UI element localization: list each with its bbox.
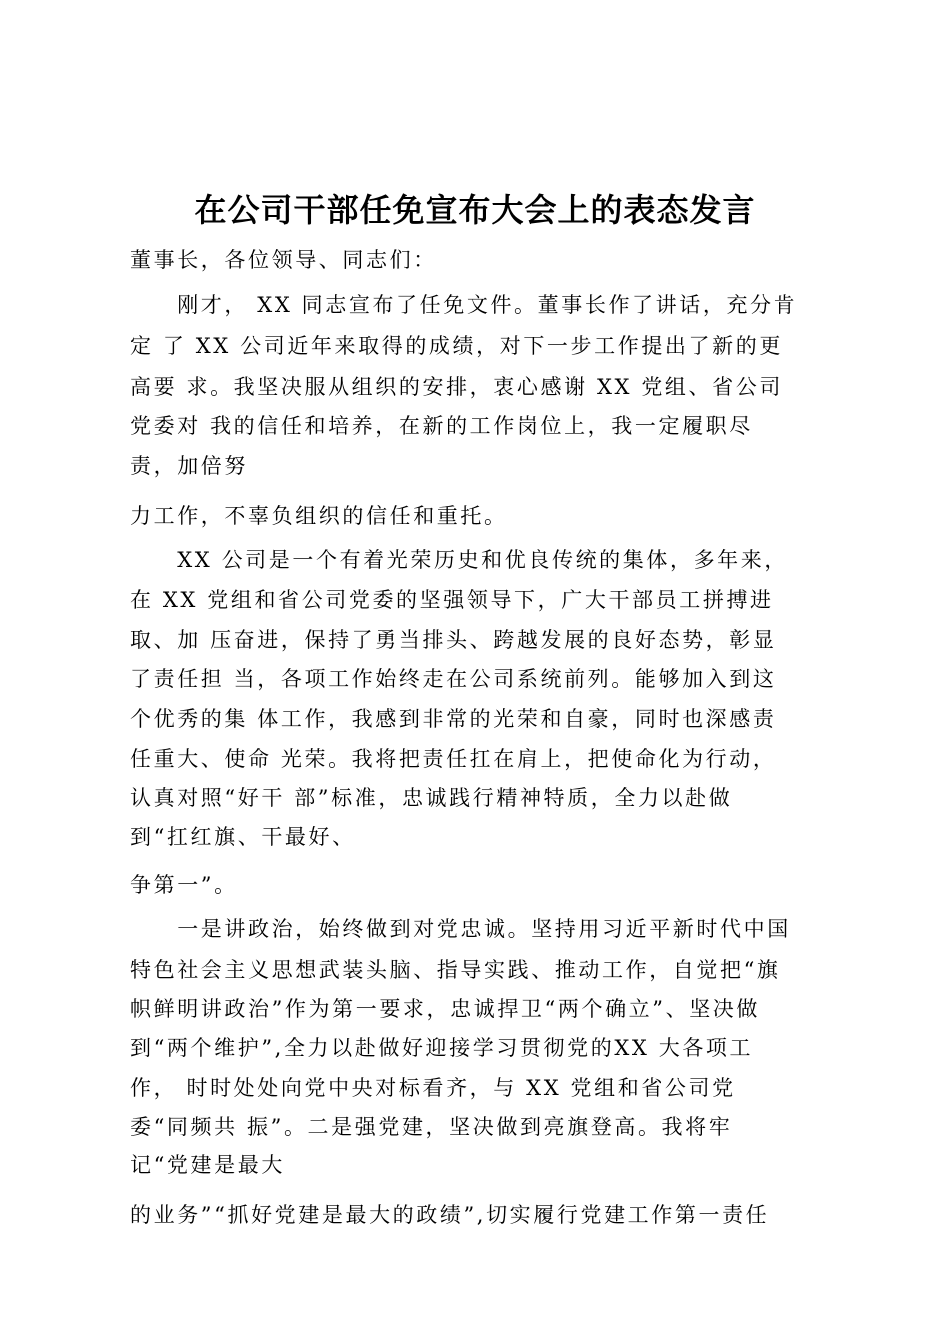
text-line: 委“同频共 振”。二是强党建，坚决做到亮旗登高。我将牢: [130, 1115, 733, 1139]
text-line: 刚才， XX 同志宣布了任免文件。董事长作了讲话，充分肯: [130, 293, 798, 317]
text-line: 了责任担 当，各项工作始终走在公司系统前列。能够加入到这: [130, 667, 777, 691]
document-title: 在公司干部任免宣布大会上的表态发言: [194, 191, 756, 229]
text-line: 帜鲜明讲政治”作为第一要求，忠诚捍卫“两个确立”、坚决做: [130, 997, 761, 1021]
text-line: 任重大、使命 光荣。我将把责任扛在肩上，把使命化为行动，: [130, 747, 777, 771]
text-line: 到“两个维护”,全力以赴做好迎接学习贯彻党的XX 大各项工: [130, 1036, 754, 1060]
text-line: 争第一”。: [130, 873, 238, 897]
text-line: 取、加 压奋进，保持了勇当排头、跨越发展的良好态势，彰显: [130, 628, 777, 652]
text-line: 一是讲政治，始终做到对党忠诚。坚持用习近平新时代中国: [130, 917, 791, 941]
text-line: 党委对 我的信任和培养，在新的工作岗位上，我一定履职尽: [130, 414, 753, 438]
text-line: 的业务”“抓好党建是最大的政绩”,切实履行党建工作第一责任: [130, 1203, 770, 1227]
text-line: 力工作，不辜负组织的信任和重托。: [130, 504, 508, 528]
text-line: 定 了 XX 公司近年来取得的成绩，对下一步工作提出了新的更: [130, 334, 783, 358]
text-line: 作， 时时处处向党中央对标看齐，与 XX 党组和省公司党: [130, 1076, 736, 1100]
text-line: 记“党建是最大: [130, 1153, 285, 1177]
text-line: 认真对照“好干 部”标准，忠诚践行精神特质，全力以赴做: [130, 786, 733, 810]
text-line: 在 XX 党组和省公司党委的坚强领导下，广大干部员工拼搏进: [130, 588, 774, 612]
text-line: 到“扛红旗、干最好、: [130, 825, 356, 849]
text-line: XX 公司是一个有着光荣历史和优良传统的集体，多年来，: [130, 548, 788, 572]
text-line: 董事长，各位领导、同志们：: [130, 248, 437, 272]
text-line: 责，加倍努: [130, 454, 248, 478]
text-line: 特色社会主义思想武装头脑、指导实践、推动工作，自觉把“旗: [130, 958, 781, 982]
text-line: 高要 求。我坚决服从组织的安排，衷心感谢 XX 党组、省公司: [130, 375, 783, 399]
text-line: 个优秀的集 体工作，我感到非常的光荣和自豪，同时也深感责: [130, 707, 777, 731]
